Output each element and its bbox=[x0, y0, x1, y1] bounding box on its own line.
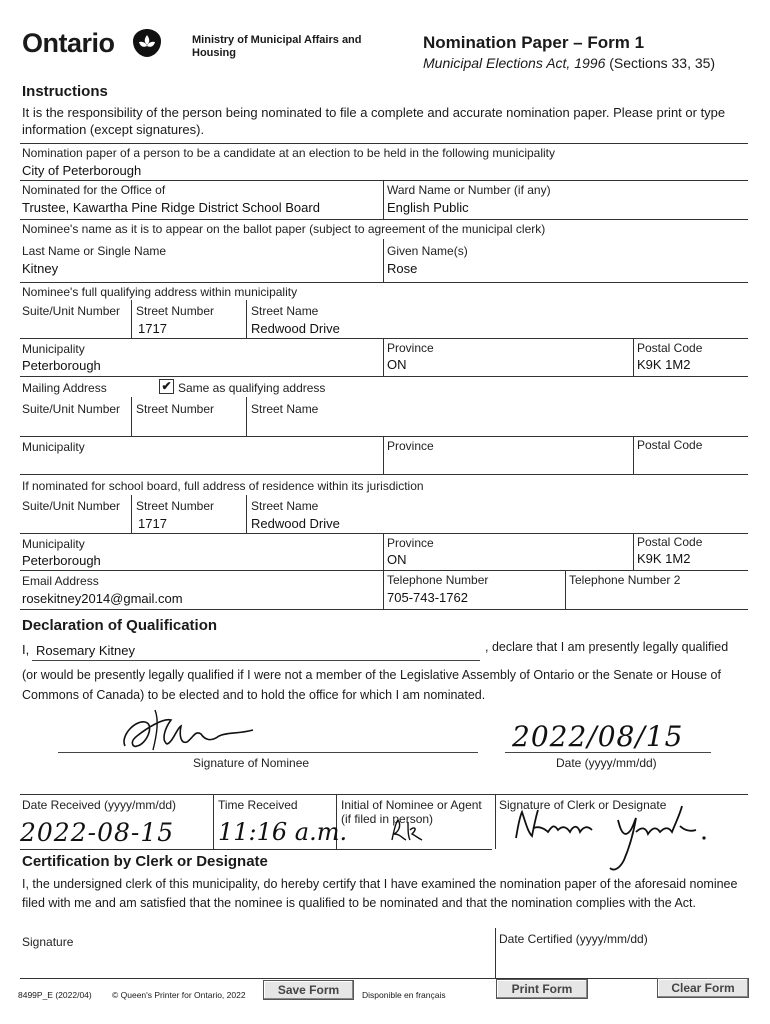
office-label: Nominated for the Office of bbox=[22, 183, 166, 197]
date-received-field[interactable]: 2022-08-15 bbox=[20, 818, 175, 847]
phone2-label: Telephone Number 2 bbox=[569, 573, 681, 587]
date-received-label: Date Received (yyyy/mm/dd) bbox=[22, 798, 177, 812]
time-received-label: Time Received bbox=[218, 798, 298, 812]
initial-mark bbox=[388, 818, 424, 844]
divider bbox=[565, 570, 566, 609]
m-street-number-label: Street Number bbox=[136, 402, 215, 416]
form-code: 8499P_E (2022/04) bbox=[18, 990, 92, 1000]
divider bbox=[383, 180, 384, 219]
rule bbox=[20, 338, 748, 339]
french-availability: Disponible en français bbox=[362, 990, 446, 1000]
email-label: Email Address bbox=[22, 574, 99, 588]
rule bbox=[20, 570, 748, 571]
clerk-signature bbox=[508, 796, 708, 876]
municipality-field[interactable]: City of Peterborough bbox=[22, 163, 142, 178]
divider bbox=[383, 533, 384, 609]
instructions-heading: Instructions bbox=[22, 83, 108, 100]
date-certified-label: Date Certified (yyyy/mm/dd) bbox=[499, 932, 648, 946]
s-municipality-field[interactable]: Peterborough bbox=[22, 553, 101, 568]
q-province-field[interactable]: ON bbox=[387, 357, 407, 372]
form-subtitle bbox=[423, 55, 715, 71]
divider bbox=[131, 300, 132, 338]
rule bbox=[20, 474, 748, 475]
ontario-logo bbox=[22, 28, 115, 59]
s-street-name-label: Street Name bbox=[251, 499, 319, 513]
last-name-field[interactable]: Kitney bbox=[22, 261, 59, 276]
divider bbox=[383, 239, 384, 282]
certification-signature-label: Signature bbox=[22, 935, 74, 949]
declaration-prefix: I, bbox=[22, 642, 30, 657]
q-street-number-label: Street Number bbox=[136, 304, 215, 318]
divider bbox=[246, 495, 247, 533]
date-line bbox=[505, 752, 711, 753]
s-municipality-label: Municipality bbox=[22, 537, 85, 551]
last-name-label: Last Name or Single Name bbox=[22, 244, 167, 258]
s-postal-label: Postal Code bbox=[637, 535, 703, 549]
check-icon: ✔ bbox=[161, 379, 172, 393]
q-municipality-label: Municipality bbox=[22, 342, 85, 356]
name-underline bbox=[32, 660, 480, 661]
trillium-icon bbox=[131, 27, 163, 59]
m-street-name-label: Street Name bbox=[251, 402, 319, 416]
ontario-wordmark: Ontario bbox=[22, 28, 115, 58]
q-street-number-field[interactable]: 1717 bbox=[138, 321, 167, 336]
divider bbox=[495, 794, 496, 849]
q-postal-field[interactable]: K9K 1M2 bbox=[637, 357, 691, 372]
s-street-number-field[interactable]: 1717 bbox=[138, 516, 167, 531]
form-title: Nomination Paper – Form 1 bbox=[423, 33, 645, 52]
rule bbox=[20, 609, 748, 610]
declaration-heading: Declaration of Qualification bbox=[22, 617, 218, 634]
signature-line bbox=[58, 752, 478, 753]
divider bbox=[213, 794, 214, 849]
divider bbox=[633, 533, 634, 570]
divider bbox=[131, 495, 132, 533]
signature-label: Signature of Nominee bbox=[193, 756, 310, 770]
rule bbox=[20, 849, 492, 850]
rule bbox=[20, 219, 748, 220]
date-label: Date (yyyy/mm/dd) bbox=[556, 756, 657, 770]
q-municipality-field[interactable]: Peterborough bbox=[22, 358, 101, 373]
rule bbox=[20, 533, 748, 534]
nominee-signature bbox=[115, 706, 265, 758]
given-name-label: Given Name(s) bbox=[387, 244, 468, 258]
m-postal-label: Postal Code bbox=[637, 438, 703, 452]
certification-heading: Certification by Clerk or Designate bbox=[22, 853, 268, 870]
q-suite-label: Suite/Unit Number bbox=[22, 304, 121, 318]
ballot-name-label: Nominee's name as it is to appear on the ballot paper (subject to agreement of the municipal clerk) bbox=[22, 222, 546, 236]
act-name: Municipal Elections Act, 1996 bbox=[423, 55, 606, 71]
qualifying-address-label: Nominee's full qualifying address within municipality bbox=[22, 285, 298, 299]
s-postal-field[interactable]: K9K 1M2 bbox=[637, 551, 691, 566]
office-field[interactable]: Trustee, Kawartha Pine Ridge District School Board bbox=[22, 200, 320, 215]
print-form-button[interactable]: Print Form bbox=[496, 979, 588, 999]
q-province-label: Province bbox=[387, 341, 434, 355]
phone-field[interactable]: 705-743-1762 bbox=[387, 590, 468, 605]
time-received-field[interactable]: 11:16 a.m. bbox=[218, 818, 348, 846]
save-form-button[interactable]: Save Form bbox=[263, 980, 354, 1000]
divider bbox=[633, 338, 634, 376]
declaration-suffix: , declare that I am presently legally qualified bbox=[485, 640, 729, 654]
m-province-label: Province bbox=[387, 439, 434, 453]
declarant-name-field[interactable]: Rosemary Kitney bbox=[36, 643, 135, 658]
same-address-label: Same as qualifying address bbox=[178, 381, 326, 395]
ministry-name: Ministry of Municipal Affairs and Housing bbox=[192, 34, 362, 59]
q-postal-label: Postal Code bbox=[637, 341, 703, 355]
declaration-date-field[interactable]: 2022/08/15 bbox=[512, 720, 684, 753]
s-suite-label: Suite/Unit Number bbox=[22, 499, 121, 513]
divider bbox=[383, 338, 384, 376]
initial-label: Initial of Nominee or Agent (if filed in person) bbox=[341, 798, 482, 826]
divider bbox=[633, 436, 634, 474]
s-street-number-label: Street Number bbox=[136, 499, 215, 513]
s-province-field[interactable]: ON bbox=[387, 552, 407, 567]
s-province-label: Province bbox=[387, 536, 434, 550]
rule bbox=[20, 436, 748, 437]
rule bbox=[20, 978, 748, 979]
email-field[interactable]: rosekitney2014@gmail.com bbox=[22, 591, 183, 606]
same-address-checkbox[interactable] bbox=[159, 379, 174, 394]
m-municipality-label: Municipality bbox=[22, 440, 85, 454]
given-name-field[interactable]: Rose bbox=[387, 261, 418, 276]
declaration-text: (or would be presently legally qualified if I were not a member of the Legislative Assembly of Ontario or the Senate or House of Commons of Canada) to be elected and to hold the office for which I am nominated. bbox=[22, 668, 721, 702]
s-street-name-field[interactable]: Redwood Drive bbox=[251, 516, 340, 531]
rule bbox=[20, 794, 748, 795]
ward-label: Ward Name or Number (if any) bbox=[387, 183, 551, 197]
school-address-label: If nominated for school board, full address of residence within its jurisdiction bbox=[22, 479, 424, 493]
divider bbox=[131, 397, 132, 436]
divider bbox=[246, 300, 247, 338]
m-suite-label: Suite/Unit Number bbox=[22, 402, 121, 416]
instructions-text: It is the responsibility of the person being nominated to file a complete and accurate nomination paper. Please print or type information (except signatures). bbox=[22, 105, 726, 137]
divider bbox=[495, 928, 496, 978]
q-street-name-label: Street Name bbox=[251, 304, 319, 318]
rule bbox=[20, 143, 748, 144]
rule bbox=[20, 282, 748, 283]
q-street-name-field[interactable]: Redwood Drive bbox=[251, 321, 340, 336]
ward-field[interactable]: English Public bbox=[387, 200, 469, 215]
divider bbox=[383, 436, 384, 474]
divider bbox=[246, 397, 247, 436]
certification-text: I, the undersigned clerk of this municipality, do hereby certify that I have examined the nomination paper of the aforesaid nominee filed with me and am satisfied that the nominee is qualified to be nominated and that the nomination complies with the Act. bbox=[22, 877, 738, 910]
clear-form-button[interactable]: Clear Form bbox=[657, 978, 749, 998]
copyright: © Queen's Printer for Ontario, 2022 bbox=[112, 990, 246, 1000]
mailing-address-label: Mailing Address bbox=[22, 381, 107, 395]
clerk-signature-label: Signature of Clerk or Designate bbox=[499, 798, 667, 812]
act-sections: (Sections 33, 35) bbox=[609, 55, 716, 71]
phone-label: Telephone Number bbox=[387, 573, 489, 587]
rule bbox=[20, 180, 748, 181]
rule bbox=[20, 376, 748, 377]
municipality-section-label: Nomination paper of a person to be a candidate at an election to be held in the following municipality bbox=[22, 146, 556, 160]
